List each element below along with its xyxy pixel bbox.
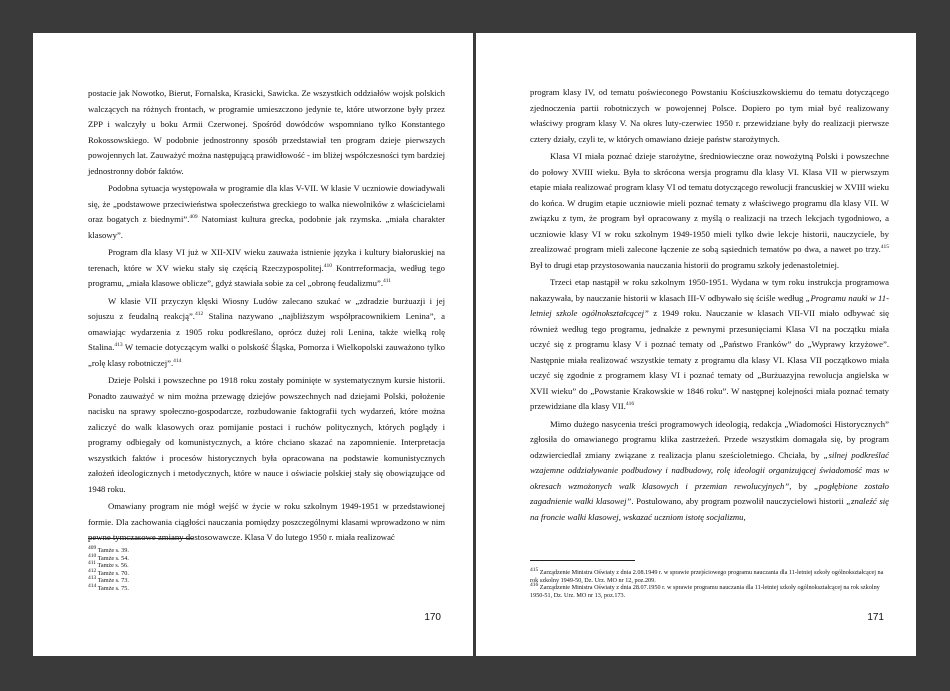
footnote: $^{413}$ Tamże s. 73. <box>88 575 129 585</box>
left-page <box>33 33 473 656</box>
paragraph: Mimo dużego nasycenia treści programowych ideologią, redakcja „Wiadomości Historycznych” zgłosiła do omawianego programu klika zastrzeżeń. Przede wszystkim domagała się, by program odzwierciedlał zmiany związane z realizacja planu sześcioletniego. Chciała, by „silnej podkreślać wzajemne oddziaływanie podbudowy i nadbudowy, rolę ideologii organizującej świadomość mas w okresach wzmożonych walk klasowych i przemian rewolucyjnych”, by „pogłębione zostało zagadnienie walki klasowej”. Postulowano, aby program pozwolił nauczycielowi historii „znaleźć się na froncie walki klasowej, wskazać uczniom istotę socjalizmu, <box>530 418 890 522</box>
footnote-ref[interactable]: 410 <box>323 262 332 269</box>
right-footnotes <box>530 560 889 599</box>
footnote-ref[interactable]: 413 <box>114 342 123 349</box>
right-page <box>476 33 916 656</box>
footnote-ref[interactable]: 409 <box>189 214 198 221</box>
left-body-text <box>88 86 445 546</box>
paragraph: Klasa VI miała poznać dzieje starożytne, średniowieczne oraz nowożytną Polski i powszechne do połowy XVIII wieku. Była to skrócona wersja programu dla klasy VI. Klasa VII w pierwszym etapie miała realizować program klasy VI od tematu dotyczącego rewolucji francuskiej w XVIII wieku do końca. W drugim etapie uczniowie mieli poznać tematy z właściwego programu dla klasy VII. W związku z tym, że program był opracowany z myślą o realizacji na trzech lekcjach tygodniowo, a uczniowie klasy VI w roku szkolnym 1949-1950 mieli tylko dwie lekcje historii, nauczyciele, by zrealizować program mieli zalecone łączenie ze sobą sąsiednich tematów po dwa, a nawet po trzy.$^{415}$ Był to drugi etap przystosowania nauczania historii do programu szkoły jedenastoletniej. <box>530 151 889 270</box>
paragraph: Trzeci etap nastąpił w roku szkolnym 1950-1951. Wydana w tym roku instrukcja programowa nakazywała, by nauczanie historii w klasach III-V odbywało się ściśle według „Programu nauki w 11-letniej szkole ogólnokształcącej” z 1949 roku. Nauczanie w klasach VII-VII miało odbywać się również według tego programu, jednakże z pewnymi przesunięciami Klasa VI na początku miała uczyć się z programu klasy V i poznać tematy od „Państwo Franków” do „Wyprawy krzyżowe”. Następnie miała realizować wszystkie tematy z programu dla klasy VI. Klasa VII początkowo miała uczyć się zgodnie z programem klasy VI i poznać tematy od „Burżuazyjna rewolucja angielska w XVII wieku” do „Powstanie Krakowskie w 1846 roku”. W następnej kolejności miała poznać tematy przewidziane dla klasy VII.$^{416}$ <box>530 277 889 411</box>
footnote-ref[interactable]: 415 <box>880 244 889 251</box>
footnote: $^{414}$ Tamże s. 75. <box>88 582 129 592</box>
footnote: $^{409}$ Tamże s. 39. <box>88 544 129 554</box>
page-number: 171 <box>867 612 884 623</box>
footnote: $^{416}$ Zarządzenie Ministra Oświaty z dnia 28.07.1950 r. w sprawie programu nauczania dla 11-letniej szkoły ogólnokształcącej na rok szkolny 1950-51, Dz. Urz. MO nr 13, poz.173. <box>530 582 880 599</box>
paragraph: W klasie VII przyczyn klęski Wiosny Ludów zalecano szukać w „zdradzie burżuazji i jej sojuszu z feudalną reakcją”.$^{412}$ Stalina nazywano „najbliższym współpracownikiem Lenina”, a omawiając wydarzenia z 1905 roku podkreślano, oprócz dużej roli Lenina, także wielką rolę Stalina.$^{413}$ W temacie dotyczącym walki o polskość Śląska, Pomorza i Wielkopolski zauważono tylko „rolę klasy robotniczej”.$^{414}$ <box>88 295 445 368</box>
footnote-ref[interactable]: 414 <box>173 357 182 364</box>
footnote-ref[interactable]: 412 <box>194 311 204 318</box>
paragraph: postacie jak Nowotko, Bierut, Fornalska, Krasicki, Sawicka. Ze wszystkich oddziałów wojsk polskich walczących na różnych frontach, w programie umieszczono jedynie te, które utworzone były przez ZPP i walczyły u boku Armii Czerwonej. Spośród dowódców wspomniano tylko Konstantego Rokossowskiego. W podobnie jednostronny sposób przedstawiał ten program dzieje pierwszych powojennych lat. Zauważyć można następującą prawidłowość - im bliżej współczesności tym bardziej jednostronny dobór faktów. <box>88 88 445 176</box>
footnote: $^{415}$ Zarządzenie Ministra Oświaty z dnia 2.08.1949 r. w sprawie przejściowego programu nauczania dla 11-letniej szkoły ogólnokształcącej na rok szkolny 1949-50, Dz. Urz. MO nr 12, poz.209. <box>530 566 884 584</box>
paragraph: Program dla klasy VI już w XII-XIV wieku zauważa istnienie języka i kultury białoruskiej na terenach, które w XV wieku stały się częścią Rzeczypospolitej.$^{410}$ Kontrreformacja, według tego programu, „miała klasowe oblicze”, gdyż stawiała sobie za cel „obronę feudalizmu”.$^{411}$ <box>88 247 446 288</box>
footnote-ref[interactable]: 416 <box>625 401 635 408</box>
footnote-divider <box>530 560 635 561</box>
footnote: $^{412}$ Tamże s. 70. <box>88 567 129 577</box>
paragraph: program klasy IV, od tematu poświeconego Powstaniu Kościuszkowskiemu do tematu dotyczącego zjednoczenia partii robotniczych w powojennej Polsce. Dopiero po tym miał być realizowany właściwy program klasy V. Na okres luty-czerwiec 1950 r. przewidziane były do realizacji pierwsze cztery działy, czyli te, w których omawiano dzieje państw starożytnych. <box>530 87 889 144</box>
right-body-text <box>530 85 889 525</box>
page-number: 170 <box>424 612 441 623</box>
paragraph: Dzieje Polski i powszechne po 1918 roku zostały pominięte w systematycznym kursie historii. Ponadto zauważyć w nim można przewagę dziejów powszechnych nad dziejami Polski, położenie nacisku na sprawy społeczno-gospodarcze, rozbudowanie faktografii tych wydarzeń, które można zaliczyć do walk klasowych oraz pomijanie postaci i ruchów politycznych, których poglądy i programy odbiegały od komunistycznych, a które chciano skazać na zapomnienie. Interpretacja wszystkich faktów i procesów historycznych była opracowana na podstawie komunistycznych założeń ideologicznych i metodycznych, które w nauce i oświacie polskiej stały się obowiązujące od 1948 roku. <box>88 375 445 494</box>
footnote: $^{411}$ Tamże s. 56. <box>88 560 129 570</box>
footnote: $^{410}$ Tamże s. 54. <box>88 552 129 562</box>
paragraph: Omawiany program nie mógł wejść w życie w roku szkolnym 1949-1951 w przedstawionej formie. Dla zachowania ciągłości nauczania pomiędzy poszczególnymi klasami wprowadzono w nim pewne tymczasowe zmiany dostosowawcze. Klasa V do lutego 1950 r. miała realizować <box>88 501 445 542</box>
footnote-divider <box>88 538 193 539</box>
footnote-ref[interactable]: 411 <box>383 278 392 285</box>
paragraph: Podobna sytuacja występowała w programie dla klas V-VII. W klasie V uczniowie dowiadywali się, że „podstawowe przeciwieństwa społeczeństwa greckiego to walka niewolników z właścicielami oraz bogatych z biednymi”.$^{409}$ Natomiast kultura grecka, podobnie jak rzymska. „miała charakter klasowy”. <box>88 183 445 240</box>
left-footnotes <box>88 538 445 593</box>
